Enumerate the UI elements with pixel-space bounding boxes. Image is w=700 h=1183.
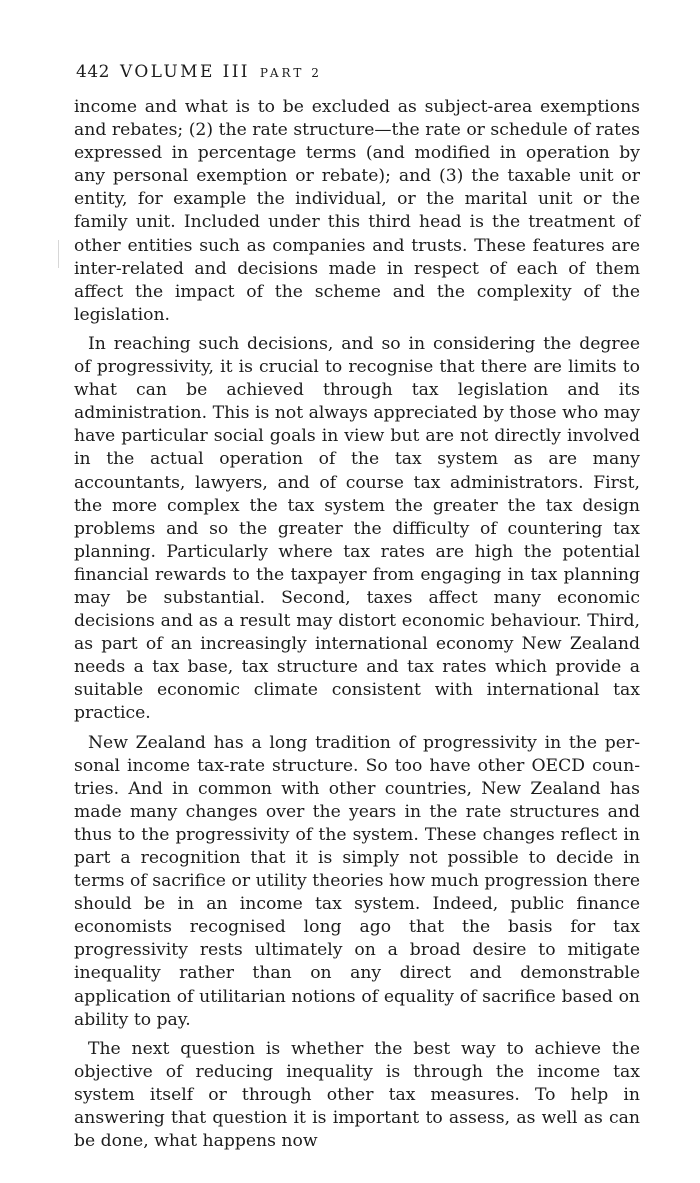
- paragraph: income and what is to be excluded as subject-area exemptions and rebates; (2) the rate structure—the rate or schedule of rates expressed in percentage terms (and modified in operation by any personal exemption or rebate); and (3) the taxable unit or entity, for example the individual, or the marital unit or the family unit. Included under this third head is the treatment of other entities such as companies and trusts. These features are inter-related and decisions made in respect of each of them affect the impact of the scheme and the complexity of the legislation.: [74, 97, 640, 325]
- margin-mark: [58, 240, 59, 268]
- running-head: [76, 62, 640, 82]
- paragraph: In reaching such decisions, and so in considering the degree of progressivity, it is crucial to recognise that there are limits to what can be achieved through tax legislation and its administration. This is not always appreciated by those who may have particular social goals in view but are not directly involved in the actual operation of the tax system as are many accountants, lawyers, and of course tax administrators. First, the more complex the tax system the greater the tax design problems and so the greater the difficulty of countering tax planning. Particularly where tax rates are high the potential financial rewards to the taxpayer from engaging in tax planning may be substantial. Second, taxes affect many economic decisions and as a result may distort economic behaviour. Third, as part of an increasingly international economy New Zealand needs a tax base, tax structure and tax rates which provide a suitable economic climate consistent with international tax practice.: [74, 333, 640, 724]
- volume-label: VOLUME III: [119, 62, 250, 82]
- paragraph: New Zealand has a long tradition of progressivity in the personal income tax-rate structure. So too have other OECD countries. And in common with other countries, New Zealand has made many changes over the years in the rate structures and thus to the progressivity of the system. These changes reflect in part a recognition that it is simply not possible to decide in terms of sacrifice or utility theories how much progression there should be in an income tax system. Indeed, public finance economists recognised long ago that the basis for tax progressivity rests ultimately on a broad desire to mitigate inequality rather than on any direct and demonstrable application of utilitarian notions of equality of sacrifice based on ability to pay.: [74, 732, 640, 1030]
- paragraph: The next question is whether the best way to achieve the objective of reducing inequality is through the income tax system itself or through other tax measures. To help in answering that question it is important to assess, as well as can be done, what happens now: [74, 1038, 640, 1152]
- page-number: 442: [76, 62, 110, 82]
- document-page: [74, 62, 640, 1159]
- part-label: PART 2: [259, 66, 322, 80]
